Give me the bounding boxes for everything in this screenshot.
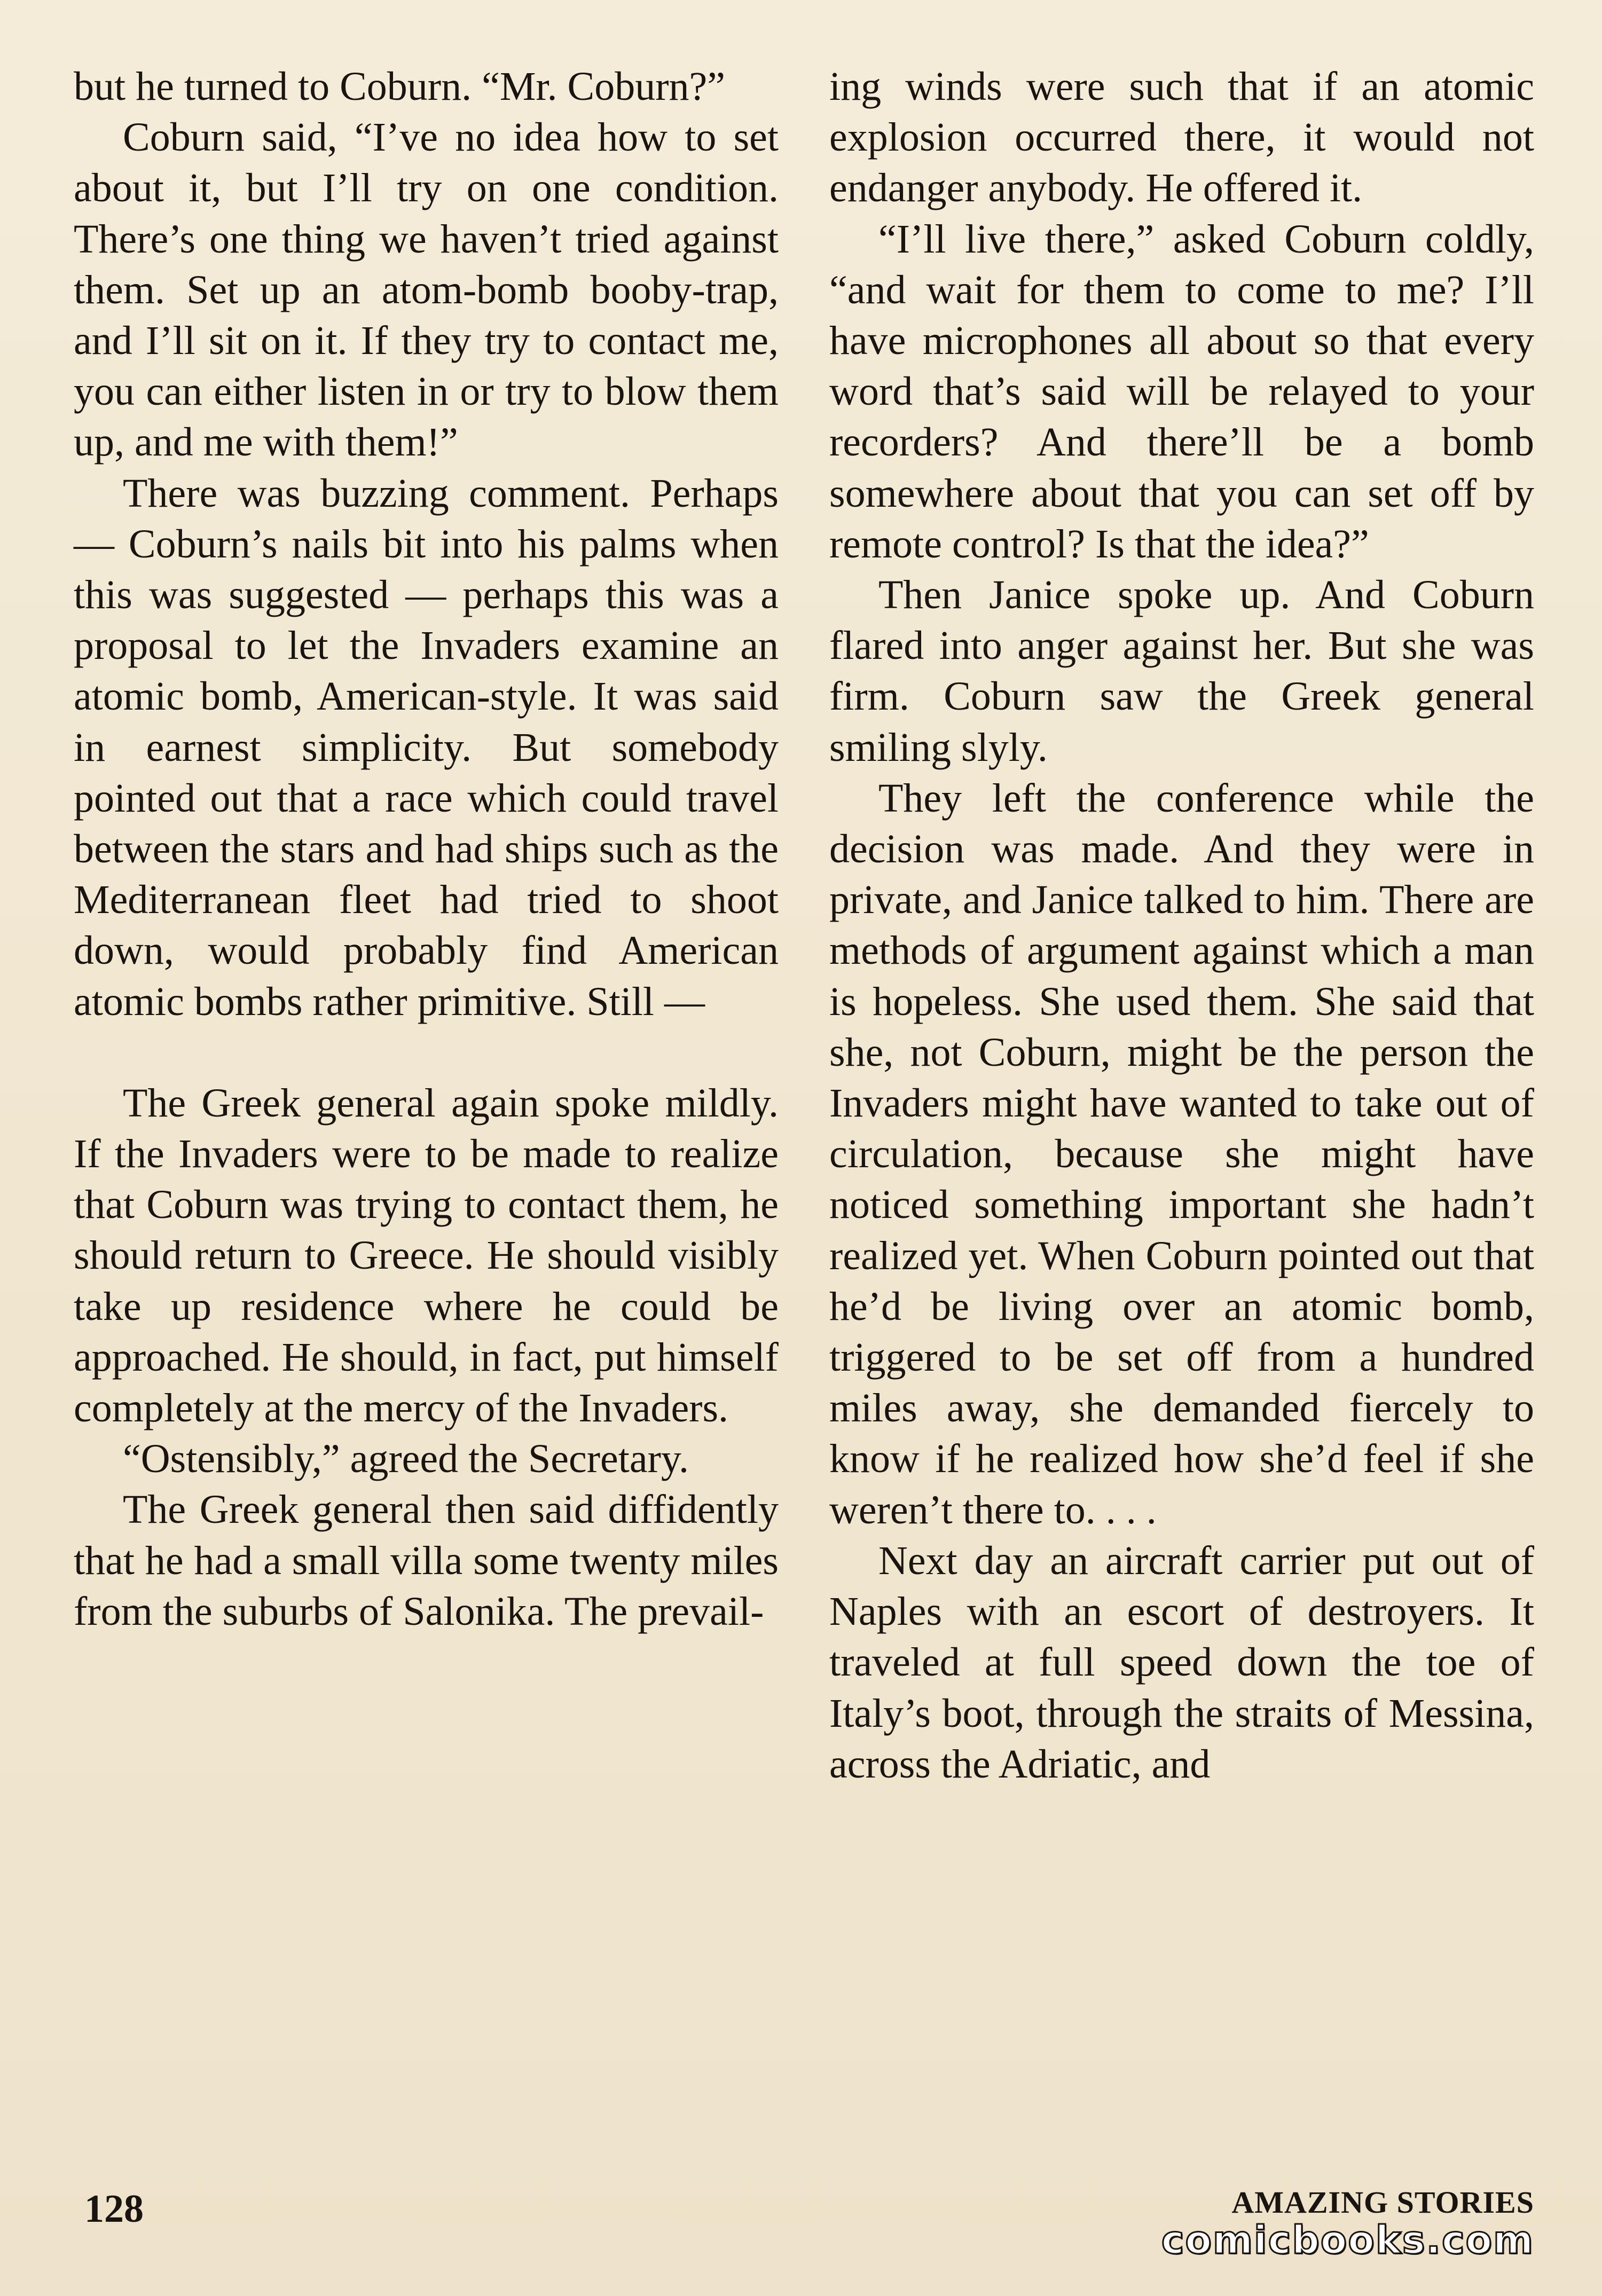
paragraph: There was buzzing comment. Perhaps — Coburn’s nails bit into his palms when this was suggested — perhaps this was a proposal to let the Invaders examine an atomic bomb, American-style. It was said in earnest simplicity. But somebody pointed out that a race which could travel between the stars and had ships such as the Mediterranean fleet had tried to shoot down, would probably find American atomic bombs rather primitive. Still —	[74, 470, 779, 1024]
page-number: 128	[84, 2187, 144, 2231]
paragraph: “Ostensibly,” agreed the Secretary.	[123, 1436, 689, 1482]
paragraph: The Greek general again spoke mildly. If the Invaders were to be made to realize that Coburn was trying to contact them, he should return to Greece. He should visibly take up residence where he could be approached. He should, in fact, put himself completely at the mercy of the Invaders.	[74, 1080, 779, 1431]
paragraph: They left the conference while the decision was made. And they were in private, and Janice talked to him. There are methods of argument against which a man is hopeless. She used them. She said that she, not Coburn, might be the person the Invaders might have wanted to take out of circulation, because she might have noticed something important she hadn’t realized yet. When Coburn pointed out that he’d be living over an atomic bomb, triggered to be set off from a hundred miles away, she demanded fiercely to know if he realized how she’d feel if she weren’t there to. . . .	[829, 775, 1534, 1532]
paragraph: ing winds were such that if an atomic explosion occurred there, it would not endanger anybody. He offered it.	[829, 64, 1534, 211]
paragraph: The Greek general then said diffidently that he had a small villa some twenty miles from the suburbs of Salonika. The prevail-	[74, 1487, 779, 1634]
left-text-column	[74, 61, 779, 1637]
running-title: AMAZING STORIES	[1231, 2185, 1534, 2220]
paragraph: Coburn said, “I’ve no idea how to set about it, but I’ll try on one condition. There’s one thing we haven’t tried against them. Set up an atom-bomb booby-trap, and I’ll sit on it. If they try to contact me, you can either listen in or try to blow them up, and me with them!”	[74, 115, 779, 465]
paragraph: “I’ll live there,” asked Coburn coldly, “and wait for them to come to me? I’ll have microphones all about so that every word that’s said will be relayed to your recorders? And there’ll be a bomb somewhere about that you can set off by remote control? Is that the idea?”	[829, 216, 1534, 567]
paragraph: Next day an aircraft carrier put out of Naples with an escort of destroyers. It traveled at full speed down the toe of Italy’s boot, through the straits of Messina, across the Adriatic, and	[829, 1538, 1534, 1787]
paragraph: Then Janice spoke up. And Coburn flared into anger against her. But she was firm. Coburn saw the Greek general smiling slyly.	[829, 572, 1534, 770]
right-text-column	[829, 61, 1534, 1790]
watermark: comicbooks.com	[1161, 2218, 1534, 2262]
paragraph: but he turned to Coburn. “Mr. Coburn?”	[74, 64, 726, 109]
page-footer	[74, 2181, 1534, 2262]
